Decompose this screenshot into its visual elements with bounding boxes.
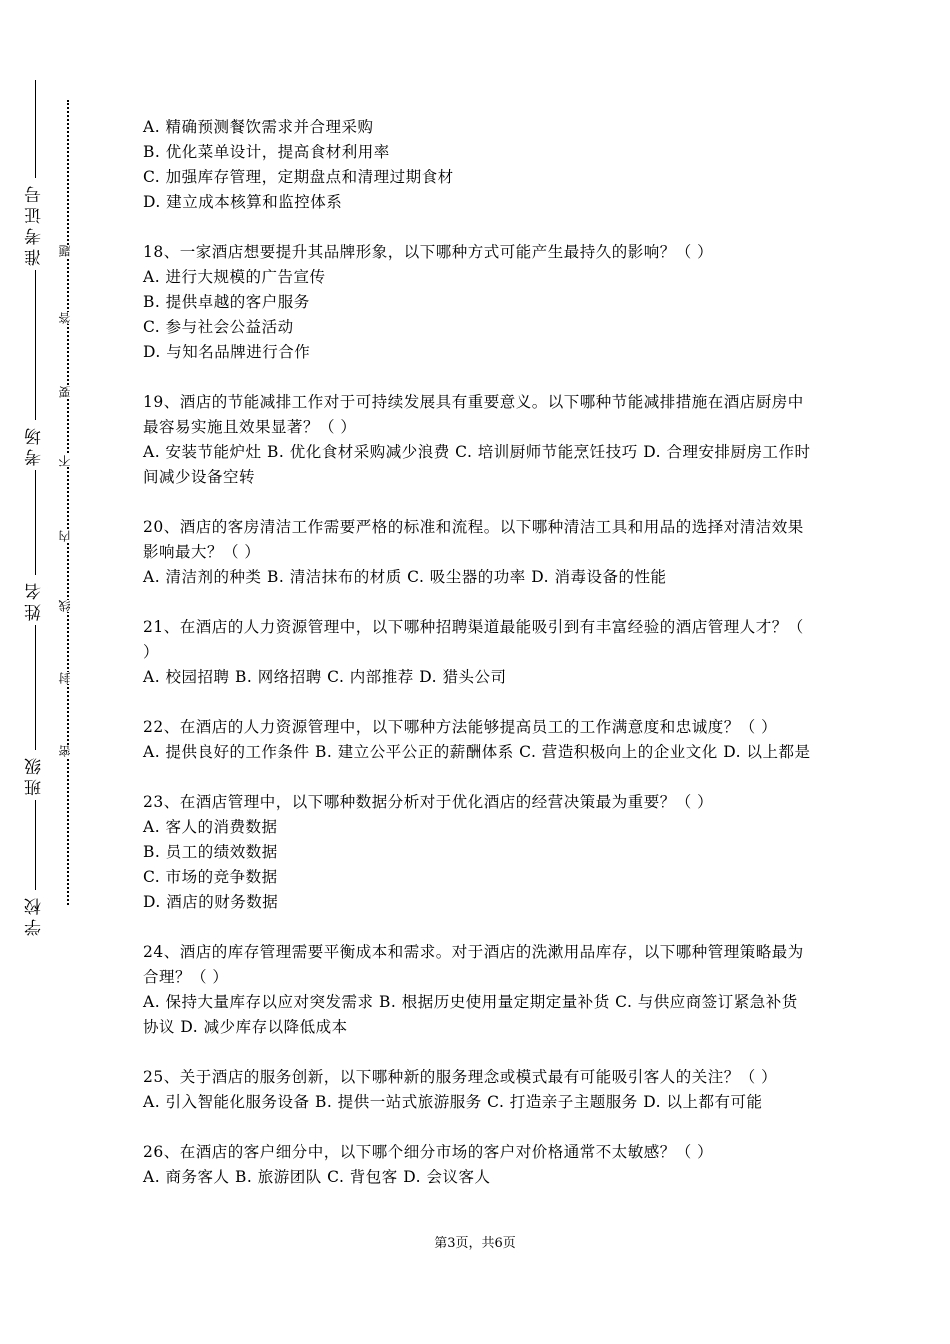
seal-char: 密 — [58, 745, 78, 757]
seal-dotted-line — [67, 100, 69, 905]
question-stem: 20、酒店的客房清洁工作需要严格的标准和流程。以下哪种清洁工具和用品的选择对清洁效果影响最大？（ ） — [143, 518, 804, 561]
option: D. 酒店的财务数据 — [143, 893, 279, 911]
option: A. 引入智能化服务设备 B. 提供一站式旅游服务 C. 打造亲子主题服务 D. 以上都有可能 — [143, 1093, 763, 1111]
question-stem: 18、一家酒店想要提升其品牌形象，以下哪种方式可能产生最持久的影响？（ ） — [143, 243, 714, 261]
exam-number-line — [35, 80, 36, 178]
option: D. 建立成本核算和监控体系 — [143, 193, 343, 211]
exam-number-field — [10, 80, 60, 270]
question-20 — [143, 515, 813, 590]
option: D. 与知名品牌进行合作 — [143, 343, 311, 361]
option: B. 优化菜单设计，提高食材利用率 — [143, 143, 390, 161]
seal-char: 内 — [58, 530, 78, 542]
seal-char: 题 — [58, 245, 78, 257]
class-label: 班级 — [25, 754, 45, 796]
question-26 — [143, 1140, 813, 1190]
option: A. 清洁剂的种类 B. 清洁抹布的材质 C. 吸尘器的功率 D. 消毒设备的性能 — [143, 568, 667, 586]
seal-line — [58, 100, 78, 905]
question-22 — [143, 715, 813, 765]
seal-char: 要 — [58, 386, 78, 398]
exam-room-label: 考场 — [25, 424, 45, 466]
question-23 — [143, 790, 813, 915]
option: A. 商务客人 B. 旅游团队 C. 背包客 D. 会议客人 — [143, 1168, 491, 1186]
question-stem: 25、关于酒店的服务创新，以下哪种新的服务理念或模式最有可能吸引客人的关注？（ ） — [143, 1068, 778, 1086]
option: C. 加强库存管理，定期盘点和清理过期食材 — [143, 168, 454, 186]
option: B. 提供卓越的客户服务 — [143, 293, 310, 311]
school-label: 学校 — [25, 894, 45, 936]
question-stem: 23、在酒店管理中，以下哪种数据分析对于优化酒店的经营决策最为重要？（ ） — [143, 793, 714, 811]
name-label: 姓名 — [25, 579, 45, 621]
question-21 — [143, 615, 813, 690]
option: A. 安装节能炉灶 B. 优化食材采购减少浪费 C. 培训厨师节能烹饪技巧 D. 合理安排厨房工作时间减少设备空转 — [143, 443, 811, 486]
binding-margin — [10, 80, 60, 940]
class-field — [10, 625, 60, 800]
option: C. 参与社会公益活动 — [143, 318, 294, 336]
seal-char: 封 — [58, 672, 78, 684]
exam-room-field — [10, 270, 60, 470]
option: A. 提供良好的工作条件 B. 建立公平公正的薪酬体系 C. 营造积极向上的企业文化 D. 以上都是 — [143, 743, 811, 761]
seal-char: 线 — [58, 600, 78, 612]
question-stem: 26、在酒店的客户细分中，以下哪个细分市场的客户对价格通常不太敏感？（ ） — [143, 1143, 714, 1161]
option: A. 进行大规模的广告宣传 — [143, 268, 326, 286]
option: B. 员工的绩效数据 — [143, 843, 278, 861]
question-18 — [143, 240, 813, 365]
class-line — [35, 625, 36, 750]
question-24 — [143, 940, 813, 1040]
option: A. 精确预测餐饮需求并合理采购 — [143, 118, 374, 136]
exam-number-label: 准考证号 — [25, 182, 45, 266]
question-17-continued — [143, 115, 813, 215]
name-field — [10, 470, 60, 625]
seal-char: 不 — [58, 455, 78, 467]
school-field — [10, 800, 60, 940]
seal-char: 答 — [58, 312, 78, 324]
page-number: 第3页，共6页 — [434, 1236, 516, 1251]
option: A. 客人的消费数据 — [143, 818, 278, 836]
exam-room-line — [35, 270, 36, 420]
question-list — [143, 115, 813, 1215]
question-stem: 22、在酒店的人力资源管理中，以下哪种方法能够提高员工的工作满意度和忠诚度？（ ） — [143, 718, 778, 736]
question-19 — [143, 390, 813, 490]
option: A. 校园招聘 B. 网络招聘 C. 内部推荐 D. 猎头公司 — [143, 668, 507, 686]
question-stem: 19、酒店的节能减排工作对于可持续发展具有重要意义。以下哪种节能减排措施在酒店厨房中最容易实施且效果显著？（ ） — [143, 393, 804, 436]
question-25 — [143, 1065, 813, 1115]
name-line — [35, 470, 36, 575]
option: A. 保持大量库存以应对突发需求 B. 根据历史使用量定期定量补货 C. 与供应商签订紧急补货协议 D. 减少库存以降低成本 — [143, 993, 798, 1036]
question-stem: 24、酒店的库存管理需要平衡成本和需求。对于酒店的洗漱用品库存，以下哪种管理策略最为合理？（ ） — [143, 943, 804, 986]
option: C. 市场的竞争数据 — [143, 868, 278, 886]
school-line — [35, 800, 36, 890]
question-stem: 21、在酒店的人力资源管理中，以下哪种招聘渠道最能吸引到有丰富经验的酒店管理人才？（ ） — [143, 618, 804, 661]
